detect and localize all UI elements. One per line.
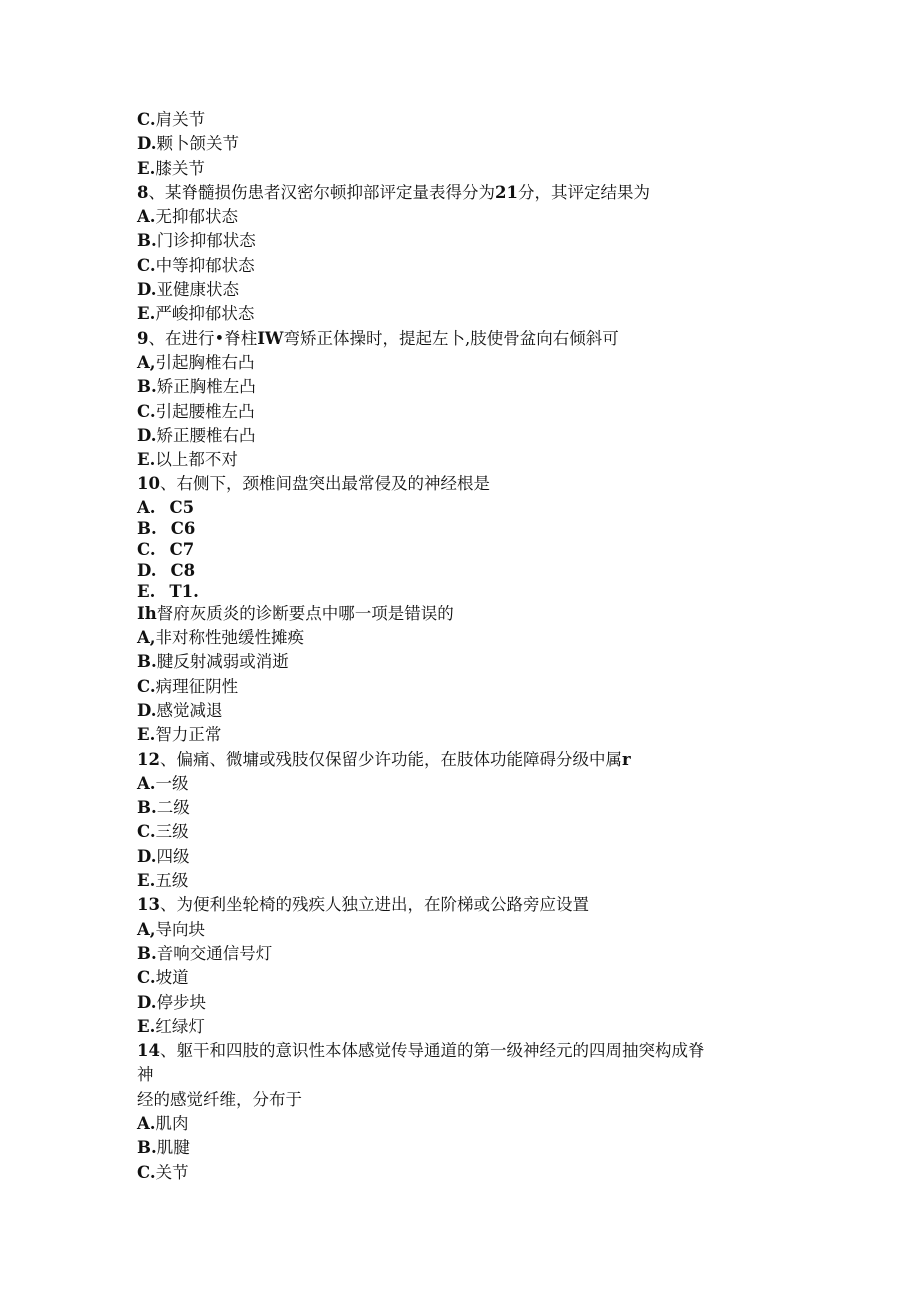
answer-option bbox=[137, 448, 837, 472]
text-line bbox=[137, 1088, 837, 1112]
answer-option bbox=[137, 699, 837, 723]
question-number: 12 bbox=[137, 749, 160, 769]
option-label: A, bbox=[137, 919, 156, 939]
option-label: E. bbox=[137, 725, 156, 745]
answer-option bbox=[137, 796, 837, 820]
question-number: 10 bbox=[137, 474, 160, 494]
option-label: D. bbox=[137, 846, 157, 866]
option-label: D. bbox=[137, 425, 157, 445]
option-label: B. bbox=[137, 231, 157, 251]
option-text: 中等抑郁状态 bbox=[155, 255, 255, 275]
answer-option bbox=[137, 108, 837, 132]
option-label: D. bbox=[137, 560, 157, 580]
option-label: A, bbox=[137, 628, 156, 648]
answer-option bbox=[137, 966, 837, 990]
option-label: B. bbox=[137, 377, 157, 397]
option-text: 亚健康状态 bbox=[156, 280, 239, 300]
answer-option bbox=[137, 1161, 837, 1185]
option-label: C. bbox=[137, 110, 156, 129]
option-label: D. bbox=[137, 992, 157, 1012]
option-text: 颗卜颌关节 bbox=[156, 134, 239, 154]
answer-option bbox=[137, 254, 837, 278]
option-label: E. bbox=[137, 1016, 156, 1036]
question-text: 、偏痛、微墉或残肢仅保留少许功能，在肢体功能障碍分级中属 bbox=[159, 749, 622, 769]
question-text: 、某脊髓损伤患者汉密尔顿抑部评定量表得分为 bbox=[148, 182, 495, 202]
option-label: B. bbox=[137, 1138, 157, 1158]
question-stem bbox=[137, 327, 837, 351]
answer-option bbox=[137, 132, 837, 156]
option-label: E. bbox=[137, 304, 156, 324]
option-label: C. bbox=[137, 539, 156, 559]
option-label: B. bbox=[137, 518, 157, 538]
question-stem bbox=[137, 1039, 837, 1063]
answer-option bbox=[137, 278, 837, 302]
option-label: E. bbox=[137, 450, 156, 470]
answer-option bbox=[137, 424, 837, 448]
answer-option bbox=[137, 229, 837, 253]
option-text: 病理征阴性 bbox=[155, 676, 239, 696]
question-number: 8 bbox=[137, 182, 149, 202]
answer-option bbox=[137, 723, 837, 747]
answer-option bbox=[137, 518, 837, 539]
question-text: 督府灰质炎的诊断要点中哪一项是错误的 bbox=[156, 603, 454, 623]
answer-option bbox=[137, 820, 837, 844]
answer-option bbox=[137, 375, 837, 399]
question-text: 、为便利坐轮椅的残疾人独立进出，在阶梯或公路旁应设置 bbox=[159, 895, 589, 915]
option-text: 严峻抑郁状态 bbox=[155, 304, 255, 324]
option-text: 智力正常 bbox=[155, 725, 222, 745]
option-label: A. bbox=[137, 497, 156, 517]
question-text: 、躯干和四肢的意识性本体感觉传导通道的第一级神经元的四周抽突构成脊 bbox=[159, 1041, 705, 1061]
option-text: 关节 bbox=[155, 1162, 189, 1182]
option-label: C. bbox=[137, 822, 156, 842]
answer-option bbox=[137, 581, 837, 602]
option-text: 肌腱 bbox=[156, 1138, 190, 1158]
answer-option bbox=[137, 1112, 837, 1136]
answer-option bbox=[137, 539, 837, 560]
answer-option bbox=[137, 400, 837, 424]
answer-option bbox=[137, 869, 837, 893]
option-text: 矫正腰椎右凸 bbox=[156, 425, 256, 445]
answer-option bbox=[137, 626, 837, 650]
answer-option bbox=[137, 560, 837, 581]
option-text: 一级 bbox=[155, 773, 189, 793]
option-text: 音响交通信号灯 bbox=[156, 943, 273, 963]
option-label: C. bbox=[137, 1162, 156, 1182]
option-text: C6 bbox=[170, 518, 196, 538]
option-text: C7 bbox=[169, 539, 195, 559]
question-number: 14 bbox=[137, 1041, 160, 1061]
option-text: T1. bbox=[169, 581, 199, 601]
option-label: C. bbox=[137, 401, 156, 421]
option-text: 以上都不对 bbox=[155, 450, 238, 470]
line-text: 经的感觉纤维，分布于 bbox=[137, 1089, 302, 1109]
option-label: A. bbox=[137, 1113, 156, 1133]
question-number: 9 bbox=[137, 328, 149, 348]
question-stem bbox=[137, 748, 837, 772]
question-stem bbox=[137, 472, 837, 496]
option-text: 引起腰椎左凸 bbox=[155, 401, 255, 421]
answer-option bbox=[137, 918, 837, 942]
question-number: Ih bbox=[137, 603, 157, 623]
option-text: 导向块 bbox=[155, 919, 206, 939]
text-line bbox=[137, 1063, 837, 1087]
question-text-tail: 弯矫正体操时，提起左卜,肢使骨盆向右倾斜可 bbox=[283, 328, 619, 348]
option-text: 门诊抑郁状态 bbox=[156, 231, 256, 251]
answer-option bbox=[137, 942, 837, 966]
option-text: 感觉减退 bbox=[156, 700, 223, 720]
option-text: 引起胸椎右凸 bbox=[155, 352, 255, 372]
option-text: C8 bbox=[170, 560, 196, 580]
option-text: 肌肉 bbox=[155, 1113, 189, 1133]
option-text: 无抑郁状态 bbox=[155, 207, 239, 227]
option-label: C. bbox=[137, 255, 156, 275]
line-text: 神 bbox=[137, 1065, 154, 1085]
option-label: C. bbox=[137, 676, 156, 696]
question-text-bold: r bbox=[621, 749, 631, 769]
option-text: 红绿灯 bbox=[155, 1016, 205, 1036]
option-label: D. bbox=[137, 280, 157, 300]
option-text: 肩关节 bbox=[155, 110, 206, 129]
answer-option bbox=[137, 1136, 837, 1160]
question-text-tail: 分，其评定结果为 bbox=[517, 182, 650, 202]
answer-option bbox=[137, 205, 837, 229]
option-label: B. bbox=[137, 798, 157, 818]
answer-option bbox=[137, 351, 837, 375]
question-text-bold: 21 bbox=[494, 182, 518, 202]
option-text: 三级 bbox=[155, 822, 189, 842]
answer-option bbox=[137, 497, 837, 518]
option-text: 停步块 bbox=[156, 992, 206, 1012]
option-text: C5 bbox=[169, 497, 195, 517]
question-text: 、在进行•脊柱 bbox=[148, 328, 258, 348]
option-label: A. bbox=[137, 773, 156, 793]
option-label: E. bbox=[137, 871, 156, 891]
option-text: 二级 bbox=[156, 798, 190, 818]
answer-option bbox=[137, 675, 837, 699]
option-label: D. bbox=[137, 134, 157, 154]
option-label: E. bbox=[137, 581, 156, 601]
answer-option bbox=[137, 1015, 837, 1039]
answer-option bbox=[137, 845, 837, 869]
answer-option bbox=[137, 157, 837, 181]
option-label: E. bbox=[137, 158, 156, 178]
option-label: A, bbox=[137, 352, 156, 372]
question-text-bold: IW bbox=[257, 328, 284, 348]
question-text: 、右侧下，颈椎间盘突出最常侵及的神经根是 bbox=[159, 474, 490, 494]
question-number: 13 bbox=[137, 895, 160, 915]
answer-option bbox=[137, 650, 837, 674]
option-label: A. bbox=[137, 207, 156, 227]
question-stem bbox=[137, 181, 837, 205]
option-label: D. bbox=[137, 700, 157, 720]
document-body bbox=[137, 108, 837, 1185]
answer-option bbox=[137, 302, 837, 326]
answer-option bbox=[137, 772, 837, 796]
option-text: 坡道 bbox=[155, 968, 189, 988]
question-stem bbox=[137, 893, 837, 917]
option-label: C. bbox=[137, 968, 156, 988]
question-stem bbox=[137, 602, 837, 626]
option-text: 非对称性弛缓性摊痪 bbox=[155, 628, 305, 648]
option-text: 四级 bbox=[156, 846, 190, 866]
option-text: 膝关节 bbox=[155, 158, 205, 178]
option-text: 矫正胸椎左凸 bbox=[156, 377, 256, 397]
option-text: 腱反射减弱或消逝 bbox=[156, 652, 289, 672]
answer-option bbox=[137, 991, 837, 1015]
option-text: 五级 bbox=[155, 871, 189, 891]
option-label: B. bbox=[137, 943, 157, 963]
option-label: B. bbox=[137, 652, 157, 672]
